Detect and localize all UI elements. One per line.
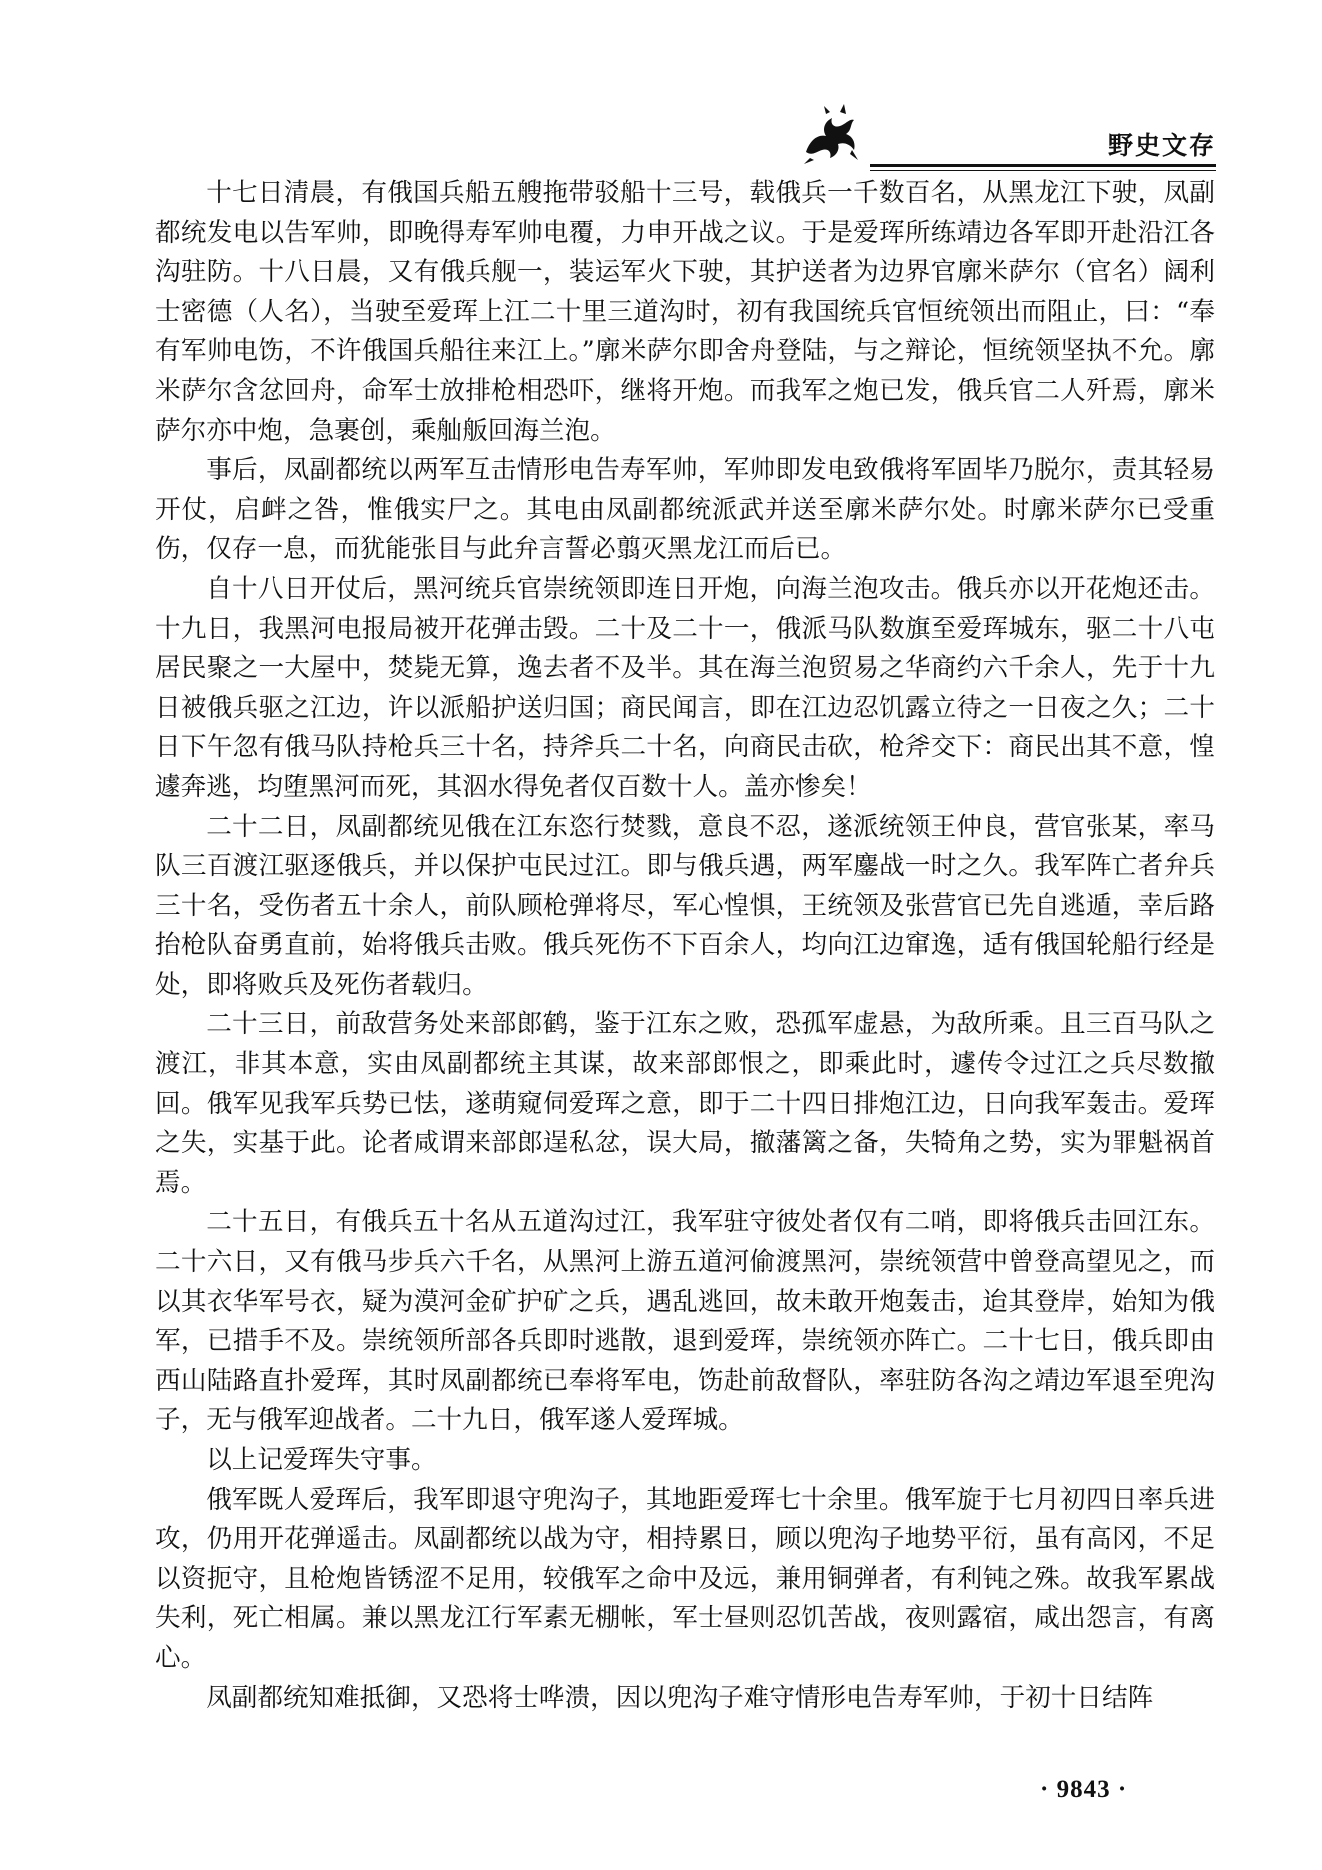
paragraph: 事后，凤副都统以两军互击情形电告寿军帅，军帅即发电致俄将军固毕乃脱尔，责其轻易开仗，启衅之咎，惟俄实尸之。其电由凤副都统派武并送至廓米萨尔处。时廓米萨尔已受重伤，仅存一息，而犹能张目与此弁言誓必翦灭黑龙江而后已。 — [155, 455, 1215, 565]
dragon-emblem-icon — [796, 100, 866, 170]
paragraph: 以上记爱珲失守事。 — [206, 1445, 437, 1475]
paragraph: 自十八日开仗后，黑河统兵官崇统领即连日开炮，向海兰泡攻击。俄兵亦以开花炮还击。十九日，我黑河电报局被开花弹击毁。二十及二十一，俄派马队数旗至爱珲城东，驱二十八屯居民聚之一大屋中，焚毙无算，逸去者不及半。其在海兰泡贸易之华商约六千余人，先于十九日被俄兵驱之江边，许以派船护送归国；商民闻言，即在江边忍饥露立待之一日夜之久；二十日下午忽有俄马队持枪兵三十名，持斧兵二十名，向商民击砍，枪斧交下：商民出其不意，惶遽奔逃，均堕黑河而死，其泅水得免者仅百数十人。盖亦惨矣！ — [155, 573, 1215, 802]
page-number: · 9843 · — [1040, 1776, 1128, 1803]
paragraph: 十七日清晨，有俄国兵船五艘拖带驳船十三号，载俄兵一千数百名，从黑龙江下驶，凤副都统发电以告军帅，即晚得寿军帅电覆，力申开战之议。于是爱珲所练靖边各军即开赴沿江各沟驻防。十八日晨，又有俄兵舰一，装运军火下驶，其护送者为边界官廓米萨尔（官名）阔利士密德（人名），当驶至爱珲上江二十里三道沟时，初有我国统兵官恒统领出而阻止，曰：“奉有军帅电饬，不许俄国兵船往来江上。”廓米萨尔即舍舟登陆，与之辩论，恒统领坚执不允。廓米萨尔含忿回舟，命军士放排枪相恐吓，继将开炮。而我军之炮已发，俄兵官二人歼焉，廓米萨尔亦中炮，急裹创，乘舢舨回海兰泡。 — [155, 178, 1215, 446]
header-rule — [870, 164, 1216, 167]
page-header — [796, 100, 1216, 170]
paragraph: 俄军既人爱珲后，我军即退守兜沟子，其地距爱珲七十余里。俄军旋于七月初四日率兵进攻，仍用开花弹遥击。凤副都统以战为守，相持累日，顾以兜沟子地势平衍，虽有高冈，不足以资扼守，且枪炮皆锈涩不足用，较俄军之命中及远，兼用铜弹者，有利钝之殊。故我军累战失利，死亡相属。兼以黑龙江行军素无棚帐，军士昼则忍饥苦战，夜则露宿，咸出怨言，有离心。 — [155, 1484, 1215, 1673]
header-rule-thin — [870, 170, 1216, 171]
paragraph: 二十五日，有俄兵五十名从五道沟过江，我军驻守彼处者仅有二哨，即将俄兵击回江东。二十六日，又有俄马步兵六千名，从黑河上游五道河偷渡黑河，崇统领营中曾登高望见之，而以其衣华军号衣，疑为漠河金矿护矿之兵，遇乱逃回，故未敢开炮轰击，迨其登岸，始知为俄军，已措手不及。崇统领所部各兵即时逃散，退到爱珲，崇统领亦阵亡。二十七日，俄兵即由西山陆路直扑爱珲，其时凤副都统已奉将军电，饬赴前敌督队，率驻防各沟之靖边军退至兜沟子，无与俄军迎战者。二十九日，俄军遂人爱珲城。 — [155, 1207, 1215, 1436]
header-title: 野史文存 — [1107, 131, 1216, 160]
paragraph: 凤副都统知难抵御，又恐将士哗溃，因以兜沟子难守情形电告寿军帅，于初十日结阵 — [206, 1682, 1154, 1713]
paragraph: 二十二日，凤副都统见俄在江东恣行焚戮，意良不忍，遂派统领王仲良，营官张某，率马队三百渡江驱逐俄兵，并以保护屯民过江。即与俄兵遇，两军鏖战一时之久。我军阵亡者弁兵三十名，受伤者五十余人，前队顾枪弹将尽，军心惶惧，王统领及张营官已先自逃遁，幸后路抬枪队奋勇直前，始将俄兵击败。俄兵死伤不下百余人，均向江边窜逸，适有俄国轮船行经是处，即将败兵及死伤者载归。 — [155, 811, 1215, 1000]
paragraph: 二十三日，前敌营务处来部郎鹤，鉴于江东之败，恐孤军虚悬，为敌所乘。且三百马队之渡江，非其本意，实由凤副都统主其谋，故来部郎恨之，即乘此时，遽传令过江之兵尽数撤回。俄军见我军兵势已怯，遂萌窥伺爱珲之意，即于二十四日排炮江边，日向我军轰击。爱珲之失，实基于此。论者咸谓来部郎逞私忿，误大局，撤藩篱之备，失犄角之势，实为罪魁祸首焉。 — [155, 1009, 1215, 1198]
body-text — [155, 174, 1215, 1718]
